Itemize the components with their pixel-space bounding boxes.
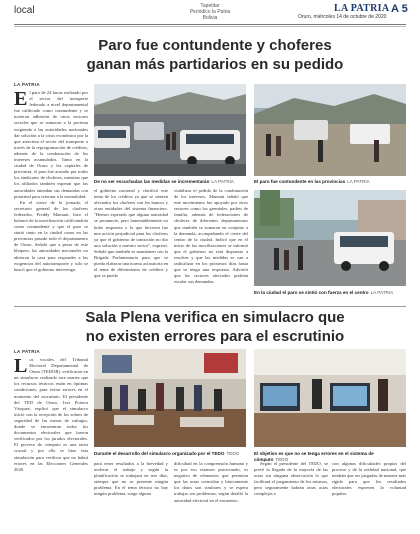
photo-credit: LA PATRIA <box>347 179 370 184</box>
article1-col1b-text: En el cierre de la jornada, el secretario general de los choferes federados, Freddy Mamani, hizo el balance de la movilización calificándola como contundente y que el paro se sintió tanto en la ciudad como en las provincias pasado todo el departamento de Oruro. Señaló que a pesar de este bloqueo, las autoridades nacionales no abrieron la casa para responder a las exigencias del autotransporte y solo se buscó que el gobierno intervenga. <box>14 199 88 272</box>
header-center-label: Tapetitar Periódico la Patria Bolivia <box>189 3 231 21</box>
article2-column-5 <box>332 461 406 529</box>
article2-headline-line2: no existen errores para el escrutinio <box>85 328 345 345</box>
caption-text: El paro fue contundente en las provincias <box>254 179 346 184</box>
article1-photo3-caption <box>254 290 406 296</box>
article1-column-1 <box>14 90 88 328</box>
header-rule-thin <box>14 26 406 27</box>
article2-column-1 <box>14 357 88 529</box>
article1-col3-text: viabilizar el pedido de la condonación de los intereses. Mamani señaló que este movimiento fue apoyado por otros sectores como los gremiales, padres de familia, además de federaciones de choferes de diferentes departamentos que también se sumaron en conjunto a la demanda, acompañando el cierre del centro de la ciudad. Indicó que en el inicio de las movilizaciones se informó que el gobierno no está dispuesto a resolver y que las medidas se van a radicalizar en los próximos días hasta que se tenga una respuesta. Advirtió que los sectores afectados podrían escalar sus demandas. <box>174 188 248 285</box>
article2-col3-text: dificultad en la comprensión humana y es por eso estamos practicando, es negativo de elementos que permitan que las actas coincidan y básicamente los datos son similares y se espera trabajar sin problemas, según detalló la autoridad electoral en el encuentro. <box>174 461 248 503</box>
photo-credit: TEDO <box>226 451 240 456</box>
article1-headline-line1: Paro fue contundente y choferes <box>98 37 332 54</box>
article2-headline-line1: Sala Plena verifica en simulacro que <box>85 309 345 326</box>
article1-headline <box>60 36 370 74</box>
photo-credit: LA PATRIA <box>211 179 234 184</box>
page-number: A 5 <box>391 3 408 15</box>
caption-text: De no ser escuchadas las medidas se incrementarán <box>94 179 210 184</box>
article2-photo-computing <box>254 349 406 447</box>
issue-date: Oruro, miércoles 14 de octubre de 2020 <box>298 14 387 20</box>
article1-photo-provinces <box>254 84 406 176</box>
article1-photo-traffic <box>94 84 246 176</box>
article2-dropcap: L <box>14 357 28 377</box>
article1-photo1-caption <box>94 179 246 185</box>
article2-column-3 <box>174 461 248 529</box>
article1-col2-text: el gobierno nacional y clarificó este tema de los créditos ya que se sienten afectados los choferes con los bancos y otras entidades del sistema financiero. "Hemos esperado que alguna autoridad se pronuncie, pero lamentablemente no hubo respuesta y lo que hicieron fue una acción perjudicial para los choferes ya que el gobierno de transición no dio una solución a nuestro sector", expresó. Señaló que también se mantienen con la Brigada Parlamentaria para que se pueda elaborar una norma aclaratoria en el tema de diferimiento de créditos y que se pueda <box>94 188 168 279</box>
article2-col5-text: con algunas dificultades propias del proceso y de la realidad nacional, que tendrán que ser juzgadas de manera más rígida para que los resultados electorales expresen la voluntad popular. <box>332 461 406 497</box>
article2-column-4 <box>254 461 328 529</box>
article1-byline: LA PATRIA <box>14 82 40 87</box>
article1-col1-text: l paro de 24 horas realizado por el sector del transporte federado a nivel departamental fue calificado como contundente y se tuvieron adhesión de otros sectores sociales que se sumaron a la protesta exigiendo a las autoridades nacionales dar solución a la crisis económica por la que atraviesa el sector del transporte a través de la reprogramación de créditos, además de la condonación de los intereses acumulados. Tanto en la ciudad de Oruro y las capitales de provincia, el paro fue acatado por todos los sindicatos de choferes, mientras que los afiliados también esperan que las autoridades atiendan sus demandas con prontitud para retornar a la normalidad. <box>14 90 88 199</box>
article2-photo-simulation <box>94 349 246 447</box>
article2-col2-text: para tener resultados a la brevedad y acelerar el trabajo y según la planificación se trabajará en tres días, siempre que no se presente ningún problema. En el tema técnico no hay ningún problema, surge alguna <box>94 461 168 497</box>
photo-credit: LA PATRIA <box>370 290 394 295</box>
caption-text: Durante el desarrollo del simulacro organizado por el TEDO <box>94 451 225 456</box>
header-rule <box>14 24 406 25</box>
article1-photo2-caption <box>254 179 406 185</box>
article1-column-2 <box>94 188 168 318</box>
article2-column-2 <box>94 461 168 529</box>
article2-col4-text: Según el presidente del TEDO, se prevé la llegada de la mayoría de las actas sin ninguna observación lo que facilitará el juzgamiento de los mismos, pero seguramente habrán otras actas complejas o <box>254 461 328 497</box>
newspaper-logo: LA PATRIA <box>334 3 390 14</box>
section-label: local <box>14 5 35 16</box>
page-header <box>0 0 420 28</box>
article2-byline: LA PATRIA <box>14 349 40 354</box>
article2-headline <box>60 308 370 346</box>
article2-photo1-caption <box>94 451 246 457</box>
photo-credit: TEDO <box>275 457 289 462</box>
article1-photo-city <box>254 190 406 286</box>
article1-column-3 <box>174 188 248 318</box>
article2-col1-text: os vocales del Tribunal Electoral Departamental de Oruro (TEDOR), verificaron en un simulacro realizado este martes que los recursos técnicos están en óptimas condiciones, para evitar errores en el momento del escrutinio. El presidente del TED de Oruro, Iver Portera Vásquez, explicó que el simulacro inició con la recepción de los sobres de seguridad de las mesas de sufragio, donde se encuentran todos los documentos electorales que fueron verificados por los jurados electorales. El proceso de cómputo es una tarea crucial y por ello se hizo esta simulación para verificar que no habrá errores en las Elecciones Generales 2020. <box>14 357 88 472</box>
caption-text: El objetivo es que no se tenga errores en el sistema de cómputo <box>254 451 374 462</box>
article1-dropcap: E <box>14 90 28 110</box>
caption-text: En la ciudad el paro se sintió con fuerza en el centro <box>254 290 369 295</box>
article1-headline-line2: ganan más partidarios en su pedido <box>86 56 344 73</box>
article-separator <box>14 306 406 307</box>
